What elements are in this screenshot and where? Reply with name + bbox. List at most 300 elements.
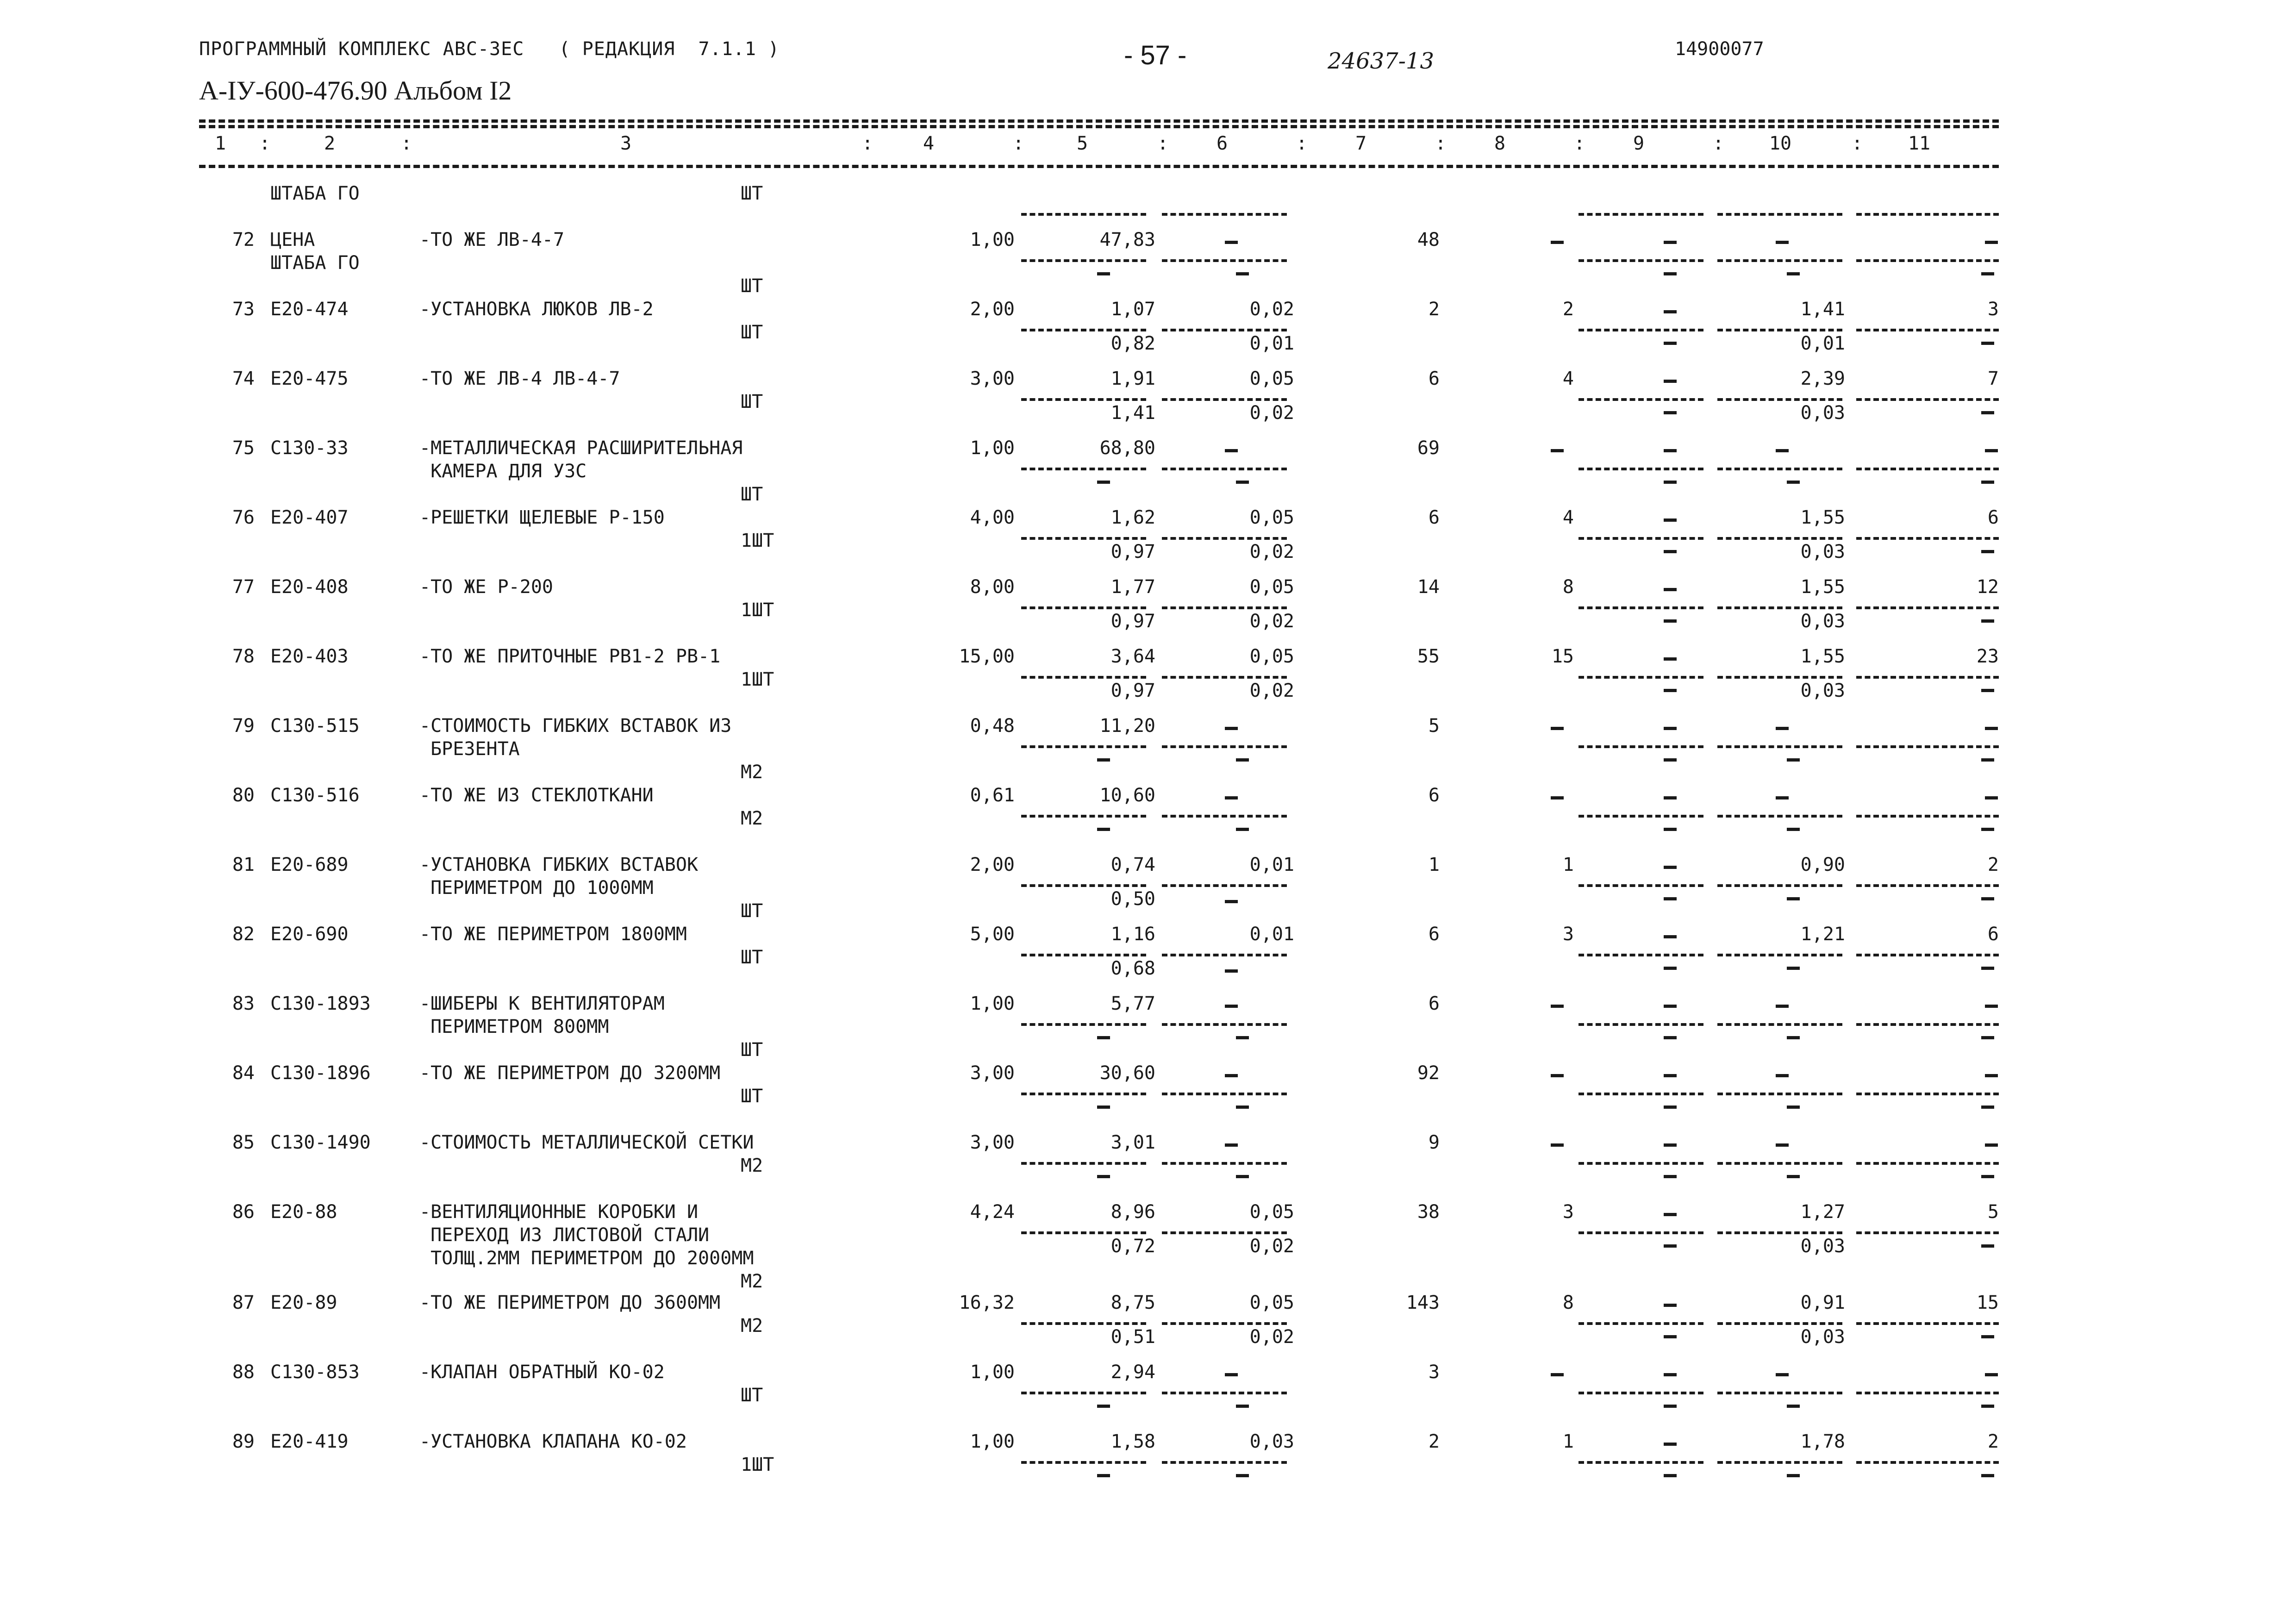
row-col6-sub: 0,02 xyxy=(1249,680,1294,701)
row-quantity: 8,00 xyxy=(970,576,1015,598)
column-header-5: 5 xyxy=(1076,133,1088,154)
value-underline xyxy=(1162,1023,1287,1026)
dash-mark xyxy=(1664,897,1677,900)
row-col10: 1,78 xyxy=(1800,1431,1845,1452)
dash-mark xyxy=(1664,828,1677,831)
value-underline xyxy=(1021,1023,1146,1026)
row-description: КАМЕРА ДЛЯ УЗС xyxy=(419,461,587,482)
value-underline xyxy=(1856,259,1999,262)
value-underline xyxy=(1021,1461,1146,1464)
value-underline xyxy=(1162,1162,1287,1165)
row-description: -РЕШЕТКИ ЩЕЛЕВЫЕ Р-150 xyxy=(419,507,665,528)
value-underline xyxy=(1717,884,1842,887)
row-col5-sub: 0,97 xyxy=(1111,611,1155,632)
row-col11: 23 xyxy=(1976,646,1999,667)
row-col8: 3 xyxy=(1562,924,1574,945)
row-col6: 0,05 xyxy=(1249,576,1294,598)
document-code: 14900077 xyxy=(1675,38,1764,60)
value-underline xyxy=(1162,329,1287,331)
row-col8: 2 xyxy=(1562,299,1574,320)
value-underline xyxy=(1021,259,1146,262)
row-col11: 5 xyxy=(1987,1201,1999,1223)
row-description: -ТО ЖЕ ПЕРИМЕТРОМ 1800ММ xyxy=(419,924,687,945)
row-col7: 92 xyxy=(1417,1062,1440,1084)
row-number: 85 xyxy=(232,1132,255,1153)
dash-mark xyxy=(1787,1405,1800,1408)
dash-mark xyxy=(1236,828,1249,831)
row-description: -ТО ЖЕ ПРИТОЧНЫЕ РВ1-2 РВ-1 xyxy=(419,646,721,667)
dash-mark xyxy=(1787,1175,1800,1178)
dash-mark xyxy=(1236,1405,1249,1408)
row-description: -ТО ЖЕ ПЕРИМЕТРОМ ДО 3200ММ xyxy=(419,1062,721,1084)
value-underline xyxy=(1717,259,1842,262)
row-col8: 4 xyxy=(1562,368,1574,389)
dash-mark xyxy=(1981,1175,1994,1178)
value-underline xyxy=(1717,537,1842,540)
column-separator: : xyxy=(401,133,412,154)
row-number: 84 xyxy=(232,1062,255,1084)
row-col6: 0,05 xyxy=(1249,1292,1294,1313)
row-code: Е20-474 xyxy=(270,299,349,320)
column-header-9: 9 xyxy=(1633,133,1645,154)
value-underline xyxy=(1856,1231,1999,1234)
row-col7: 38 xyxy=(1417,1201,1440,1223)
row-description: -ТО ЖЕ ЛВ-4 ЛВ-4-7 xyxy=(419,368,620,389)
dash-mark xyxy=(1981,342,1994,345)
dash-mark xyxy=(1225,449,1238,452)
dash-mark xyxy=(1664,727,1677,730)
value-underline xyxy=(1021,468,1146,470)
dash-mark xyxy=(1664,1213,1677,1216)
value-underline xyxy=(1717,1093,1842,1095)
dash-mark xyxy=(1664,1005,1677,1008)
dash-mark xyxy=(1985,1005,1998,1008)
row-col5-sub: 0,68 xyxy=(1111,958,1155,979)
dash-mark xyxy=(1664,588,1677,591)
dash-mark xyxy=(1097,481,1110,484)
row-unit: ШТ xyxy=(741,1385,763,1406)
dash-mark xyxy=(1664,1335,1677,1338)
dash-mark xyxy=(1664,1175,1677,1178)
row-col7: 55 xyxy=(1417,646,1440,667)
value-underline xyxy=(1021,1093,1146,1095)
row-col6-sub: 0,01 xyxy=(1249,333,1294,354)
dash-mark xyxy=(1664,342,1677,345)
dash-mark xyxy=(1664,935,1677,938)
value-underline xyxy=(1717,213,1842,216)
row-col11: 15 xyxy=(1976,1292,1999,1313)
value-underline xyxy=(1717,1461,1842,1464)
row-col5: 1,16 xyxy=(1111,924,1155,945)
dash-mark xyxy=(1664,241,1677,244)
dash-mark xyxy=(1664,657,1677,661)
dash-mark xyxy=(1664,411,1677,414)
row-quantity: 4,00 xyxy=(970,507,1015,528)
value-underline xyxy=(1021,1392,1146,1394)
dash-mark xyxy=(1236,758,1249,762)
row-col11: 7 xyxy=(1987,368,1999,389)
row-code: Е20-407 xyxy=(270,507,349,528)
row-unit: ШТ xyxy=(741,391,763,412)
dash-mark xyxy=(1664,796,1677,800)
row-col7: 14 xyxy=(1417,576,1440,598)
row-code: Е20-475 xyxy=(270,368,349,389)
dash-mark xyxy=(1236,272,1249,275)
row-number: 86 xyxy=(232,1201,255,1223)
row-col7: 2 xyxy=(1428,1431,1440,1452)
row-col5-sub: 0,82 xyxy=(1111,333,1155,354)
dash-mark xyxy=(1981,1335,1994,1338)
dash-mark xyxy=(1225,969,1238,973)
row-number: 76 xyxy=(232,507,255,528)
column-header-3: 3 xyxy=(620,133,632,154)
dash-mark xyxy=(1787,758,1800,762)
row-col8: 8 xyxy=(1562,1292,1574,1313)
row-number: 89 xyxy=(232,1431,255,1452)
value-underline xyxy=(1717,954,1842,956)
column-separator: : xyxy=(1713,133,1724,154)
column-header-11: 11 xyxy=(1908,133,1931,154)
row-col7: 143 xyxy=(1406,1292,1440,1313)
value-underline xyxy=(1856,329,1999,331)
value-underline xyxy=(1856,745,1999,748)
value-underline xyxy=(1162,1392,1287,1394)
dash-mark xyxy=(1787,1474,1800,1477)
dash-mark xyxy=(1551,1373,1564,1376)
row-unit: ШТ xyxy=(741,1086,763,1107)
row-col7: 9 xyxy=(1428,1132,1440,1153)
row-col10-sub: 0,03 xyxy=(1800,1326,1845,1348)
row-description: ТОЛЩ.2ММ ПЕРИМЕТРОМ ДО 2000ММ xyxy=(419,1248,754,1269)
column-separator: : xyxy=(862,133,873,154)
row-col10-sub: 0,03 xyxy=(1800,402,1845,424)
column-separator: : xyxy=(1013,133,1024,154)
dash-mark xyxy=(1225,1143,1238,1147)
row-number: 88 xyxy=(232,1362,255,1383)
column-header-8: 8 xyxy=(1494,133,1506,154)
dash-mark xyxy=(1664,1036,1677,1039)
row-col8: 1 xyxy=(1562,854,1574,875)
row-col5: 3,64 xyxy=(1111,646,1155,667)
row-col10-sub: 0,03 xyxy=(1800,680,1845,701)
row-col6: 0,01 xyxy=(1249,854,1294,875)
row-code: Е20-88 xyxy=(270,1201,337,1223)
row-col6: 0,05 xyxy=(1249,1201,1294,1223)
value-underline xyxy=(1578,954,1703,956)
row-unit: ШТ xyxy=(741,275,763,297)
value-underline xyxy=(1162,468,1287,470)
row-unit: ШТ xyxy=(741,322,763,343)
value-underline xyxy=(1856,1461,1999,1464)
value-underline xyxy=(1162,606,1287,609)
row-col10: 0,91 xyxy=(1800,1292,1845,1313)
row-col7: 6 xyxy=(1428,785,1440,806)
row-col11: 2 xyxy=(1987,854,1999,875)
dash-mark xyxy=(1981,1405,1994,1408)
dash-mark xyxy=(1664,1074,1677,1077)
row-col5: 2,94 xyxy=(1111,1362,1155,1383)
row-quantity: 2,00 xyxy=(970,854,1015,875)
row-quantity: 0,48 xyxy=(970,715,1015,737)
value-underline xyxy=(1717,606,1842,609)
dash-mark xyxy=(1225,796,1238,800)
row-col10: 1,55 xyxy=(1800,646,1845,667)
top-rule xyxy=(199,119,1999,123)
row-quantity: 1,00 xyxy=(970,229,1015,250)
row-col6: 0,03 xyxy=(1249,1431,1294,1452)
value-underline xyxy=(1578,1231,1703,1234)
dash-mark xyxy=(1776,241,1789,244)
row-unit: ШТ xyxy=(741,484,763,505)
row-quantity: 2,00 xyxy=(970,299,1015,320)
row-col7: 1 xyxy=(1428,854,1440,875)
dash-mark xyxy=(1225,900,1238,903)
row-description: -УСТАНОВКА КЛАПАНА КО-02 xyxy=(419,1431,687,1452)
dash-mark xyxy=(1787,1106,1800,1109)
dash-mark xyxy=(1985,796,1998,800)
row-col5: 47,83 xyxy=(1099,229,1155,250)
row-col5: 1,62 xyxy=(1111,507,1155,528)
value-underline xyxy=(1578,1392,1703,1394)
value-underline xyxy=(1578,213,1703,216)
value-underline xyxy=(1856,676,1999,679)
value-underline xyxy=(1578,329,1703,331)
row-col8: 3 xyxy=(1562,1201,1574,1223)
dash-mark xyxy=(1981,1106,1994,1109)
dash-mark xyxy=(1787,1036,1800,1039)
row-col10-sub: 0,03 xyxy=(1800,1236,1845,1257)
dash-mark xyxy=(1664,449,1677,452)
column-separator: : xyxy=(1574,133,1585,154)
row-col6: 0,05 xyxy=(1249,368,1294,389)
page-number: - 57 - xyxy=(1124,40,1187,70)
value-underline xyxy=(1162,815,1287,818)
value-underline xyxy=(1162,954,1287,956)
dash-mark xyxy=(1551,1143,1564,1147)
dash-mark xyxy=(1664,866,1677,869)
row-code: С130-515 xyxy=(270,715,360,737)
row-col7: 48 xyxy=(1417,229,1440,250)
dash-mark xyxy=(1981,689,1994,692)
row-quantity: 3,00 xyxy=(970,1062,1015,1084)
dash-mark xyxy=(1551,1074,1564,1077)
value-underline xyxy=(1856,468,1999,470)
dash-mark xyxy=(1097,828,1110,831)
row-col5-sub: 1,41 xyxy=(1111,402,1155,424)
row-col7: 6 xyxy=(1428,368,1440,389)
row-number: 82 xyxy=(232,924,255,945)
row-unit: 1ШТ xyxy=(741,600,774,621)
column-header-1: 1 xyxy=(214,133,226,154)
dash-mark xyxy=(1981,967,1994,970)
dash-mark xyxy=(1985,1373,1998,1376)
value-underline xyxy=(1578,259,1703,262)
row-unit: М2 xyxy=(741,1155,763,1176)
row-description: -ВЕНТИЛЯЦИОННЫЕ КОРОБКИ И xyxy=(419,1201,699,1223)
column-separator: : xyxy=(259,133,271,154)
value-underline xyxy=(1162,1461,1287,1464)
row-col5: 8,75 xyxy=(1111,1292,1155,1313)
dash-mark xyxy=(1664,619,1677,623)
value-underline xyxy=(1021,1162,1146,1165)
dash-mark xyxy=(1787,481,1800,484)
row-quantity: 1,00 xyxy=(970,1362,1015,1383)
dash-mark xyxy=(1664,689,1677,692)
row-quantity: 15,00 xyxy=(959,646,1015,667)
row-col10: 1,55 xyxy=(1800,576,1845,598)
row-col8: 1 xyxy=(1562,1431,1574,1452)
value-underline xyxy=(1578,1023,1703,1026)
dash-mark xyxy=(1981,411,1994,414)
row-col10-sub: 0,03 xyxy=(1800,611,1845,632)
row-col6-sub: 0,02 xyxy=(1249,1326,1294,1348)
row-description: -ТО ЖЕ Р-200 xyxy=(419,576,553,598)
row-col7: 6 xyxy=(1428,507,1440,528)
value-underline xyxy=(1162,676,1287,679)
row-col10: 1,41 xyxy=(1800,299,1845,320)
dash-mark xyxy=(1981,1474,1994,1477)
row-quantity: 1,00 xyxy=(970,993,1015,1014)
row-col5: 68,80 xyxy=(1099,437,1155,459)
value-underline xyxy=(1856,1162,1999,1165)
value-underline xyxy=(1578,676,1703,679)
value-underline xyxy=(1021,954,1146,956)
row-col10-sub: 0,03 xyxy=(1800,541,1845,562)
handwritten-number: 24637-13 xyxy=(1328,48,1434,74)
column-separator: : xyxy=(1296,133,1308,154)
row-number: 73 xyxy=(232,299,255,320)
row-unit: ШТ xyxy=(741,900,763,922)
value-underline xyxy=(1717,815,1842,818)
row-description: ПЕРИМЕТРОМ ДО 1000ММ xyxy=(419,877,654,899)
value-underline xyxy=(1578,1162,1703,1165)
dash-mark xyxy=(1664,1244,1677,1248)
column-separator: : xyxy=(1435,133,1447,154)
dash-mark xyxy=(1985,449,1998,452)
dash-mark xyxy=(1787,272,1800,275)
dash-mark xyxy=(1225,1373,1238,1376)
row-col11: 12 xyxy=(1976,576,1999,598)
dash-mark xyxy=(1097,758,1110,762)
value-underline xyxy=(1856,606,1999,609)
value-underline xyxy=(1717,1392,1842,1394)
row-number: 78 xyxy=(232,646,255,667)
row-number: 74 xyxy=(232,368,255,389)
row-col8: 8 xyxy=(1562,576,1574,598)
value-underline xyxy=(1578,1322,1703,1325)
dash-mark xyxy=(1097,1175,1110,1178)
row-unit: М2 xyxy=(741,1315,763,1337)
dash-mark xyxy=(1664,1373,1677,1376)
row-unit: М2 xyxy=(741,1271,763,1292)
row-col10: 1,27 xyxy=(1800,1201,1845,1223)
row-col6: 0,02 xyxy=(1249,299,1294,320)
row-col6-sub: 0,02 xyxy=(1249,611,1294,632)
column-header-2: 2 xyxy=(324,133,336,154)
row-col6-sub: 0,02 xyxy=(1249,1236,1294,1257)
row-col5-sub: 0,97 xyxy=(1111,541,1155,562)
value-underline xyxy=(1578,1093,1703,1095)
column-header-10: 10 xyxy=(1769,133,1792,154)
row-col6-sub: 0,02 xyxy=(1249,541,1294,562)
dash-mark xyxy=(1664,481,1677,484)
row-col8: 15 xyxy=(1551,646,1574,667)
row-col5-sub: 0,50 xyxy=(1111,888,1155,910)
row-quantity: 1,00 xyxy=(970,1431,1015,1452)
row-number: 87 xyxy=(232,1292,255,1313)
value-underline xyxy=(1856,884,1999,887)
row-quantity: 1,00 xyxy=(970,437,1015,459)
row-code: С130-1893 xyxy=(270,993,371,1014)
dash-mark xyxy=(1776,727,1789,730)
row-code: С130-1896 xyxy=(270,1062,371,1084)
row-unit: ШТ xyxy=(741,1039,763,1061)
dash-mark xyxy=(1551,1005,1564,1008)
dash-mark xyxy=(1776,1373,1789,1376)
dash-mark xyxy=(1776,796,1789,800)
row-col11: 6 xyxy=(1987,924,1999,945)
dash-mark xyxy=(1981,619,1994,623)
row-col11: 3 xyxy=(1987,299,1999,320)
row-code-line2: ШТАБА ГО xyxy=(270,252,360,274)
dash-mark xyxy=(1664,1405,1677,1408)
dash-mark xyxy=(1664,1474,1677,1477)
dash-mark xyxy=(1981,1244,1994,1248)
row-number: 81 xyxy=(232,854,255,875)
value-underline xyxy=(1578,815,1703,818)
dash-mark xyxy=(1664,518,1677,522)
dash-mark xyxy=(1981,1036,1994,1039)
dash-mark xyxy=(1985,241,1998,244)
dash-mark xyxy=(1664,272,1677,275)
program-header: ПРОГРАММНЫЙ КОМПЛЕКС АВС-3ЕС ( РЕДАКЦИЯ 7.1.1 ) xyxy=(199,38,780,60)
row-col7: 5 xyxy=(1428,715,1440,737)
value-underline xyxy=(1021,329,1146,331)
dash-mark xyxy=(1097,1405,1110,1408)
value-underline xyxy=(1021,815,1146,818)
value-underline xyxy=(1021,676,1146,679)
value-underline xyxy=(1578,1461,1703,1464)
value-underline xyxy=(1717,745,1842,748)
dash-mark xyxy=(1981,272,1994,275)
row-col5-sub: 0,97 xyxy=(1111,680,1155,701)
value-underline xyxy=(1162,1231,1287,1234)
row-col5: 8,96 xyxy=(1111,1201,1155,1223)
row-col6: 0,05 xyxy=(1249,507,1294,528)
row-col10: 0,90 xyxy=(1800,854,1845,875)
row-code: Е20-89 xyxy=(270,1292,337,1313)
dash-mark xyxy=(1776,1005,1789,1008)
dash-mark xyxy=(1664,380,1677,383)
top-rule-2 xyxy=(199,125,1999,128)
row-col5: 5,77 xyxy=(1111,993,1155,1014)
row-col11: 2 xyxy=(1987,1431,1999,1452)
value-underline xyxy=(1856,1392,1999,1394)
row-description: -СТОИМОСТЬ МЕТАЛЛИЧЕСКОЙ СЕТКИ xyxy=(419,1132,754,1153)
row-description: ПЕРЕХОД ИЗ ЛИСТОВОЙ СТАЛИ xyxy=(419,1224,710,1246)
dash-mark xyxy=(1236,481,1249,484)
dash-mark xyxy=(1664,1106,1677,1109)
row-code: С130-853 xyxy=(270,1362,360,1383)
dash-mark xyxy=(1551,449,1564,452)
value-underline xyxy=(1717,676,1842,679)
row-col10: 2,39 xyxy=(1800,368,1845,389)
row-quantity: 16,32 xyxy=(959,1292,1015,1313)
value-underline xyxy=(1021,537,1146,540)
row-col8: 4 xyxy=(1562,507,1574,528)
value-underline xyxy=(1162,1093,1287,1095)
dash-mark xyxy=(1225,727,1238,730)
